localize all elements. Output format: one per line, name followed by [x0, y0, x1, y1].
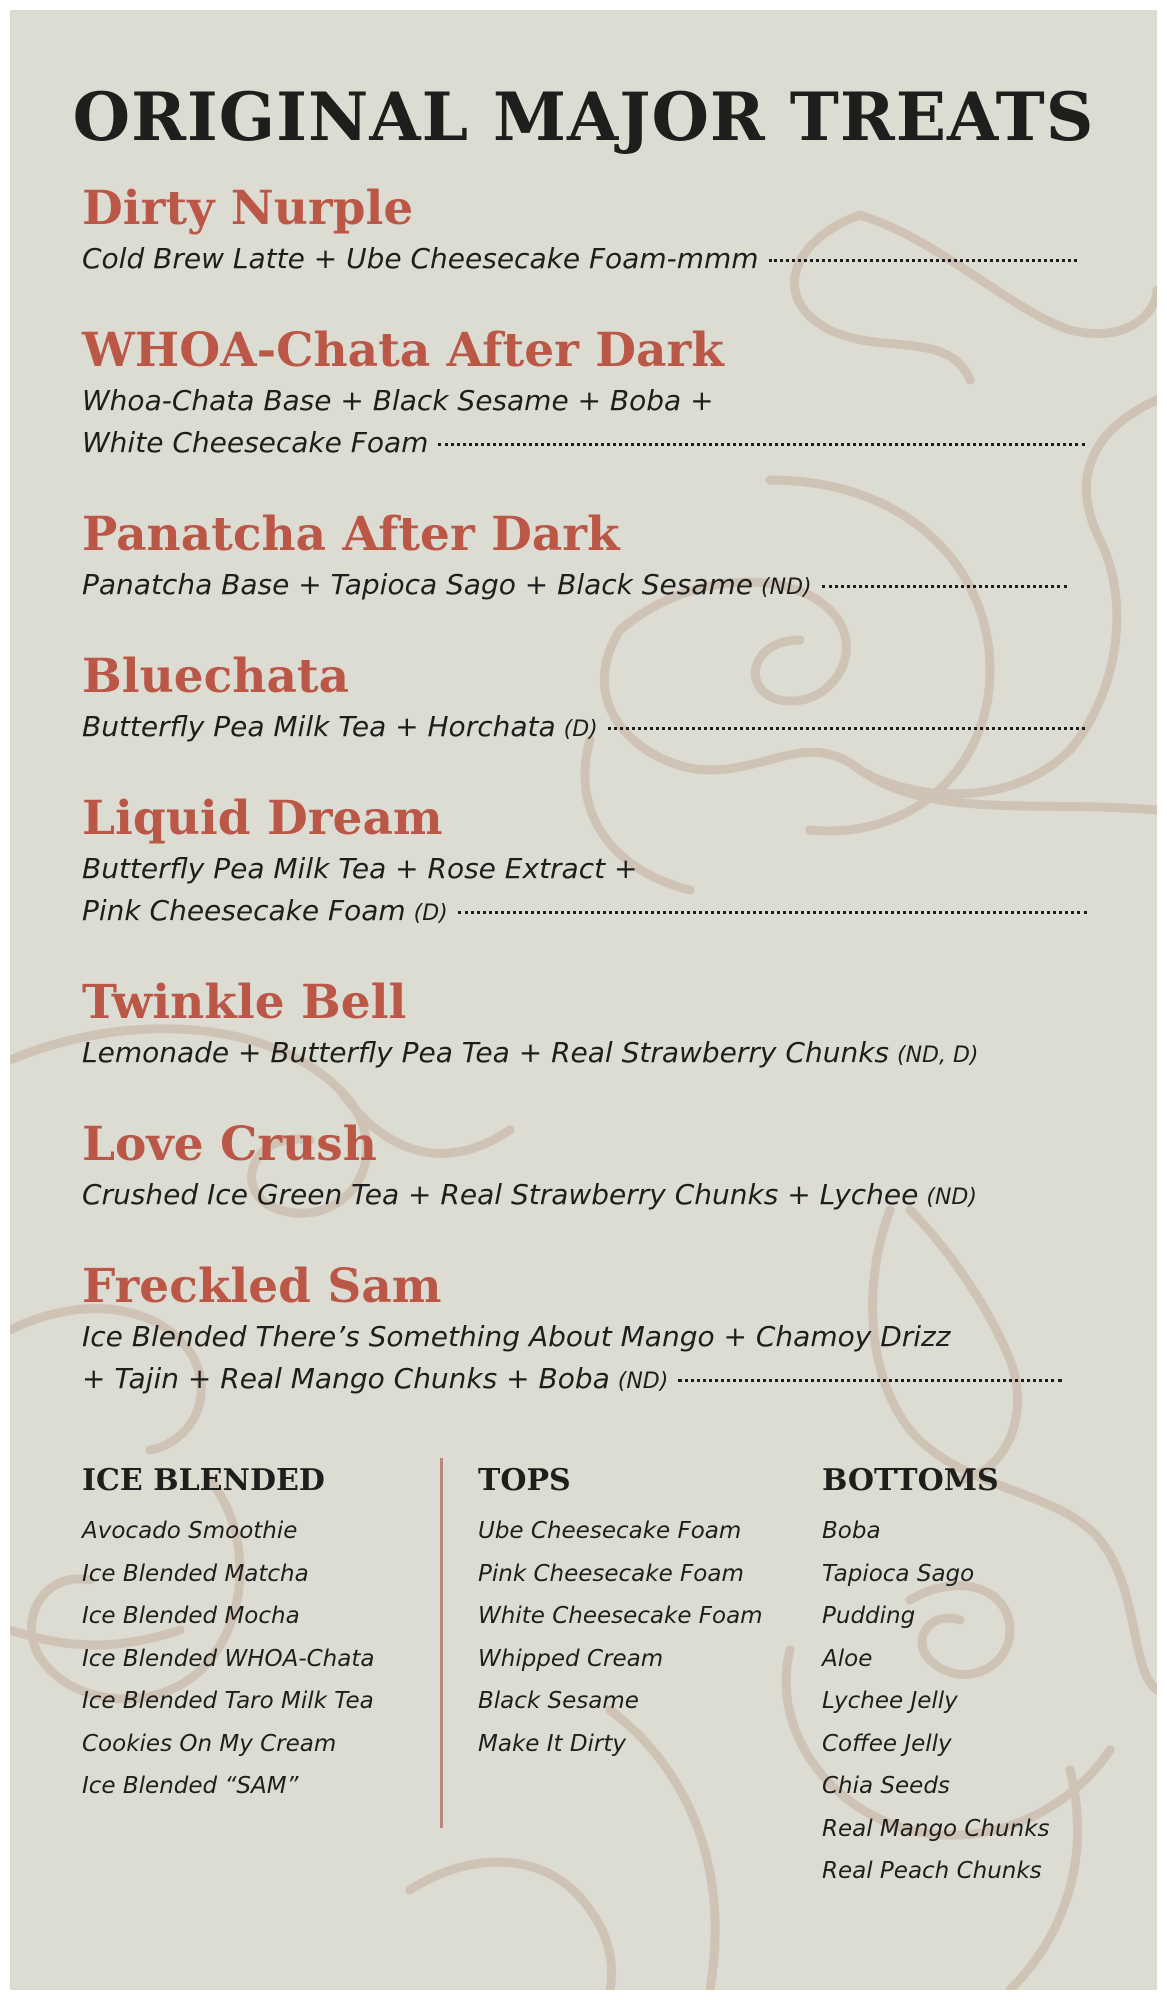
description-line — [82, 380, 1092, 422]
description-line — [82, 1316, 1092, 1358]
list-item: White Cheesecake Foam — [478, 1603, 763, 1629]
description-line — [82, 1174, 1092, 1219]
description-line — [82, 1358, 1062, 1403]
dietary-tag: (ND) — [926, 1185, 977, 1210]
list-item: Ice Blended Mocha — [82, 1603, 300, 1629]
list-item: Tapioca Sago — [822, 1560, 975, 1587]
dotted-leader — [458, 911, 1087, 914]
dotted-leader — [769, 259, 1077, 262]
list-item: Coffee Jelly — [822, 1730, 952, 1757]
item-name: Freckled Sam — [82, 1259, 442, 1314]
dietary-tag: (D) — [413, 901, 448, 926]
list-item: Real Mango Chunks — [822, 1815, 1050, 1842]
bottoms-column — [822, 1458, 1050, 1893]
item-name: Love Crush — [82, 1117, 377, 1172]
description-line — [82, 422, 1085, 464]
dotted-leader — [438, 443, 1085, 446]
description-text: + Tajin + Real Mango Chunks + Boba — [82, 1362, 610, 1395]
menu-item-twinkle-bell — [82, 974, 1092, 1077]
menu-item-dirty-nurple — [82, 180, 1092, 280]
item-description — [82, 1174, 1092, 1219]
item-name: Twinkle Bell — [82, 975, 407, 1030]
list-item: Ice Blended Matcha — [82, 1560, 309, 1587]
description-text: Crushed Ice Green Tea + Real Strawberry Chunks + Lychee — [82, 1178, 919, 1211]
description-text: White Cheesecake Foam — [82, 426, 429, 459]
dotted-leader — [822, 585, 1067, 588]
dotted-leader — [678, 1379, 1062, 1382]
item-description — [82, 1316, 1092, 1403]
dietary-tag: (ND, D) — [897, 1043, 979, 1068]
item-description — [82, 706, 1092, 751]
list-item: Whipped Cream — [478, 1645, 664, 1672]
ice-blended-column — [82, 1458, 374, 1808]
list-item: Ice Blended “SAM” — [82, 1773, 299, 1799]
list-item: Real Peach Chunks — [822, 1858, 1042, 1884]
item-description — [82, 380, 1092, 464]
item-name: Dirty Nurple — [82, 181, 414, 236]
description-line — [82, 706, 1085, 751]
description-line — [82, 848, 1092, 890]
description-line — [82, 564, 1067, 609]
list-item: Black Sesame — [478, 1688, 639, 1714]
menu-board — [10, 10, 1157, 1990]
ice-blended-heading: ICE BLENDED — [82, 1463, 325, 1498]
menu-item-panatcha-after-dark — [82, 506, 1092, 609]
list-item: Chia Seeds — [822, 1773, 950, 1799]
column-divider — [440, 1458, 443, 1828]
tops-column — [478, 1458, 763, 1765]
description-text: Lemonade + Butterfly Pea Tea + Real Strawberry Chunks — [82, 1036, 889, 1069]
description-text: Butterfly Pea Milk Tea + Horchata — [82, 710, 556, 743]
description-text: Cold Brew Latte + Ube Cheesecake Foam-mmm — [82, 242, 759, 275]
list-item: Avocado Smoothie — [82, 1518, 298, 1544]
description-line — [82, 890, 1087, 935]
list-item: Cookies On My Cream — [82, 1730, 337, 1757]
item-description — [82, 238, 1092, 280]
item-description — [82, 564, 1092, 609]
dietary-tag: (ND) — [617, 1369, 669, 1394]
menu-title: ORIGINAL MAJOR TREATS — [72, 78, 1095, 156]
description-text: Ice Blended There’s Something About Mango + Chamoy Drizz — [82, 1320, 951, 1353]
description-line — [82, 238, 1077, 280]
menu-item-whoa-chata-after-dark — [82, 322, 1092, 464]
list-item: Aloe — [822, 1645, 873, 1672]
menu-item-bluechata — [82, 648, 1092, 751]
menu-item-love-crush — [82, 1116, 1092, 1219]
item-name: Bluechata — [82, 649, 350, 704]
list-item: Pink Cheesecake Foam — [478, 1560, 744, 1587]
item-description — [82, 1032, 1092, 1077]
dietary-tag: (D) — [563, 717, 598, 742]
description-text: Butterfly Pea Milk Tea + Rose Extract + — [82, 852, 638, 885]
list-item: Make It Dirty — [478, 1730, 627, 1757]
item-description — [82, 848, 1092, 935]
tops-heading: TOPS — [478, 1463, 571, 1498]
description-line — [82, 1032, 1092, 1077]
description-text: Whoa-Chata Base + Black Sesame + Boba + — [82, 384, 714, 417]
list-item: Ice Blended WHOA-Chata — [82, 1645, 375, 1672]
dietary-tag: (ND) — [761, 575, 812, 600]
item-name: WHOA-Chata After Dark — [82, 323, 724, 378]
list-item: Lychee Jelly — [822, 1688, 958, 1714]
list-item: Ice Blended Taro Milk Tea — [82, 1688, 374, 1714]
bottoms-heading: BOTTOMS — [822, 1463, 999, 1498]
item-name: Liquid Dream — [82, 791, 443, 846]
dotted-leader — [608, 727, 1085, 730]
description-text: Panatcha Base + Tapioca Sago + Black Sesame — [82, 568, 754, 601]
list-item: Ube Cheesecake Foam — [478, 1518, 742, 1544]
list-item: Boba — [822, 1518, 881, 1544]
menu-item-liquid-dream — [82, 790, 1092, 935]
list-item: Pudding — [822, 1603, 916, 1629]
menu-item-freckled-sam — [82, 1258, 1092, 1403]
description-text: Pink Cheesecake Foam — [82, 894, 406, 927]
item-name: Panatcha After Dark — [82, 507, 620, 562]
